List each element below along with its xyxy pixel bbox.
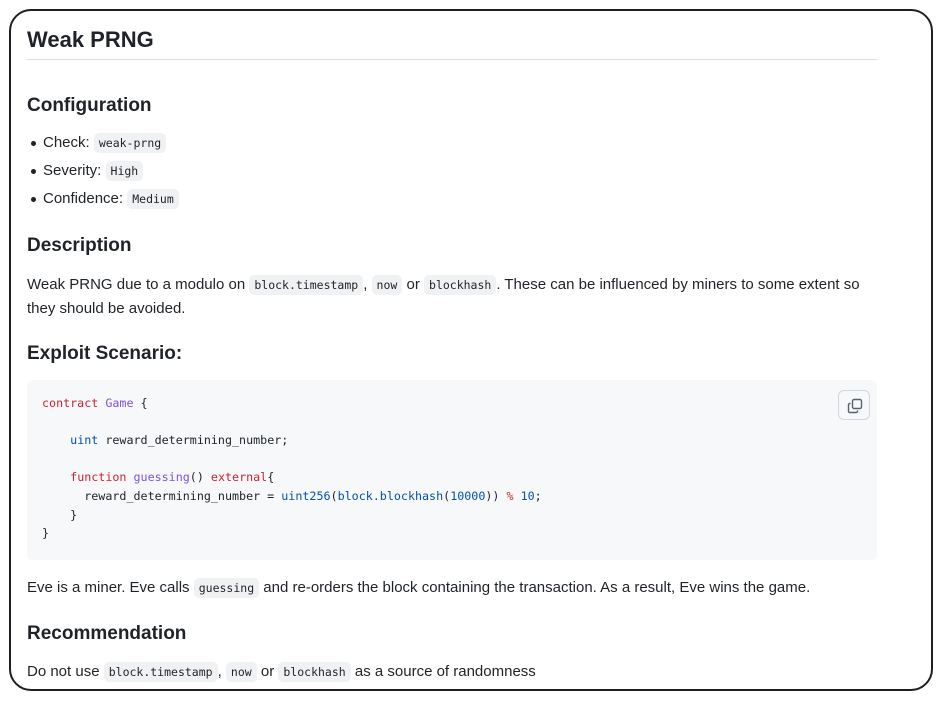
inline-code: now [226, 662, 257, 682]
config-item-check [27, 131, 179, 159]
code-token: .blockhash [372, 488, 444, 503]
code-token: reward_determining_number = [84, 488, 282, 503]
config-value: High [106, 161, 144, 181]
text: , [363, 276, 372, 293]
code-token: ( [443, 488, 451, 503]
text: as a source of randomness [350, 663, 536, 680]
text: Do not use [27, 663, 104, 680]
code-token: block [337, 488, 373, 503]
text: or [402, 276, 425, 293]
inline-code: blockhash [278, 662, 350, 682]
configuration-heading: Configuration [27, 95, 152, 116]
code-token: guessing [133, 470, 190, 485]
description-heading: Description [27, 235, 132, 256]
code-token: external [210, 470, 268, 485]
config-label: Check: [43, 134, 90, 151]
text: and re-orders the block containing the transaction. As a result, Eve wins the game. [259, 579, 811, 596]
code-content [42, 394, 542, 543]
code-token: uint256 [281, 488, 331, 503]
inline-code: guessing [194, 578, 259, 598]
code-token: 10 [520, 488, 535, 503]
code-token: ( [330, 488, 338, 503]
eve-text [27, 576, 877, 600]
text: or [256, 663, 279, 680]
code-token: Game [105, 396, 134, 410]
document-content [27, 23, 877, 680]
text: Weak PRNG due to a modulo on [27, 276, 250, 293]
code-token: uint [70, 433, 99, 448]
recommendation-heading: Recommendation [27, 623, 187, 644]
text: , [217, 663, 226, 680]
config-label: Confidence: [43, 190, 124, 207]
config-value: weak-prng [94, 133, 166, 153]
code-token: () [189, 470, 211, 485]
code-token: ; [534, 488, 542, 503]
document-frame [9, 9, 933, 691]
code-token: { [267, 470, 275, 485]
inline-code: now [372, 275, 403, 295]
code-token: contract [42, 396, 99, 410]
exploit-heading: Exploit Scenario: [27, 343, 183, 364]
config-value: Medium [127, 189, 179, 209]
config-item-confidence [27, 187, 179, 215]
copy-button[interactable] [838, 390, 870, 420]
inline-code: block.timestamp [104, 662, 218, 682]
code-token: )) [485, 488, 507, 503]
text: Eve is a miner. Eve calls [27, 579, 194, 596]
code-token: } [70, 507, 78, 522]
code-token [514, 489, 521, 503]
inline-code: block.timestamp [249, 275, 363, 295]
inline-code: blockhash [424, 275, 496, 295]
code-token: { [133, 396, 148, 410]
copy-icon [847, 398, 863, 414]
config-item-severity [27, 159, 179, 187]
code-token: 10000 [450, 488, 486, 503]
recommendation-text [27, 660, 877, 684]
description-text [27, 273, 877, 320]
code-block [27, 380, 877, 560]
code-token: % [506, 488, 514, 503]
configuration-list [27, 131, 179, 215]
code-token: } [42, 526, 50, 541]
code-token: function [70, 470, 127, 485]
code-token: reward_determining_number; [98, 433, 289, 448]
text: . These can be influenced by miners to some extent so they should be avoided. [27, 276, 860, 317]
page-title: Weak PRNG [27, 23, 877, 60]
config-label: Severity: [43, 162, 102, 179]
